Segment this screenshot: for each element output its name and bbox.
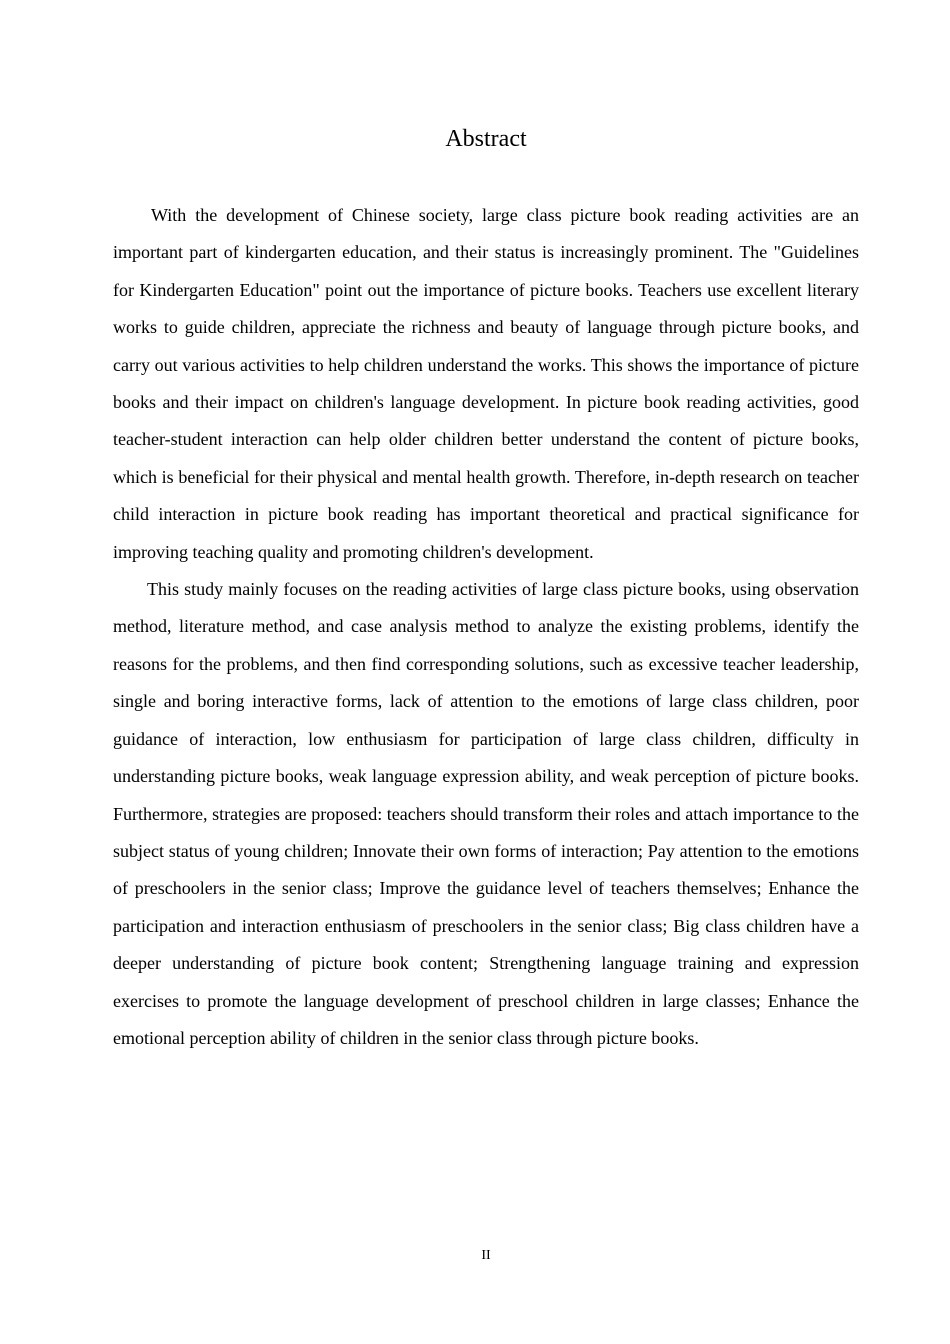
page-number: II — [481, 1248, 491, 1263]
abstract-body — [113, 197, 859, 1057]
abstract-title: Abstract — [445, 126, 527, 152]
abstract-paragraph-1: With the development of Chinese society, large class picture book reading activities are an important part of kindergarten education, and their status is increasingly prominent. The "Guidelines for Kindergarten Education" point out the importance of picture books. Teachers use excellent literary works to guide children, appreciate the richness and beauty of language through picture books, and carry out various activities to help children understand the works. This shows the importance of picture books and their impact on children's language development. In picture book reading activities, good teacher-student interaction can help older children better understand the content of picture books, which is beneficial for their physical and mental health growth. Therefore, in-depth research on teacher child interaction in picture book reading has important theoretical and practical significance for improving teaching quality and promoting children's development. — [113, 205, 859, 562]
abstract-paragraph-2: This study mainly focuses on the reading activities of large class picture books, using observation method, literature method, and case analysis method to analyze the existing problems, identify the reasons for the problems, and then find corresponding solutions, such as excessive teacher leadership, single and boring interactive forms, lack of attention to the emotions of large class children, poor guidance of interaction, low enthusiasm for participation of large class children, difficulty in understanding picture books, weak language expression ability, and weak perception of picture books. Furthermore, strategies are proposed: teachers should transform their roles and attach importance to the subject status of young children; Innovate their own forms of interaction; Pay attention to the emotions of preschoolers in the senior class; Improve the guidance level of teachers themselves; Enhance the participation and interaction enthusiasm of preschoolers in the senior class; Big class children have a deeper understanding of picture book content; Strengthening language training and expression exercises to promote the language development of preschool children in large classes; Enhance the emotional perception ability of children in the senior class through picture books. — [113, 579, 859, 1048]
